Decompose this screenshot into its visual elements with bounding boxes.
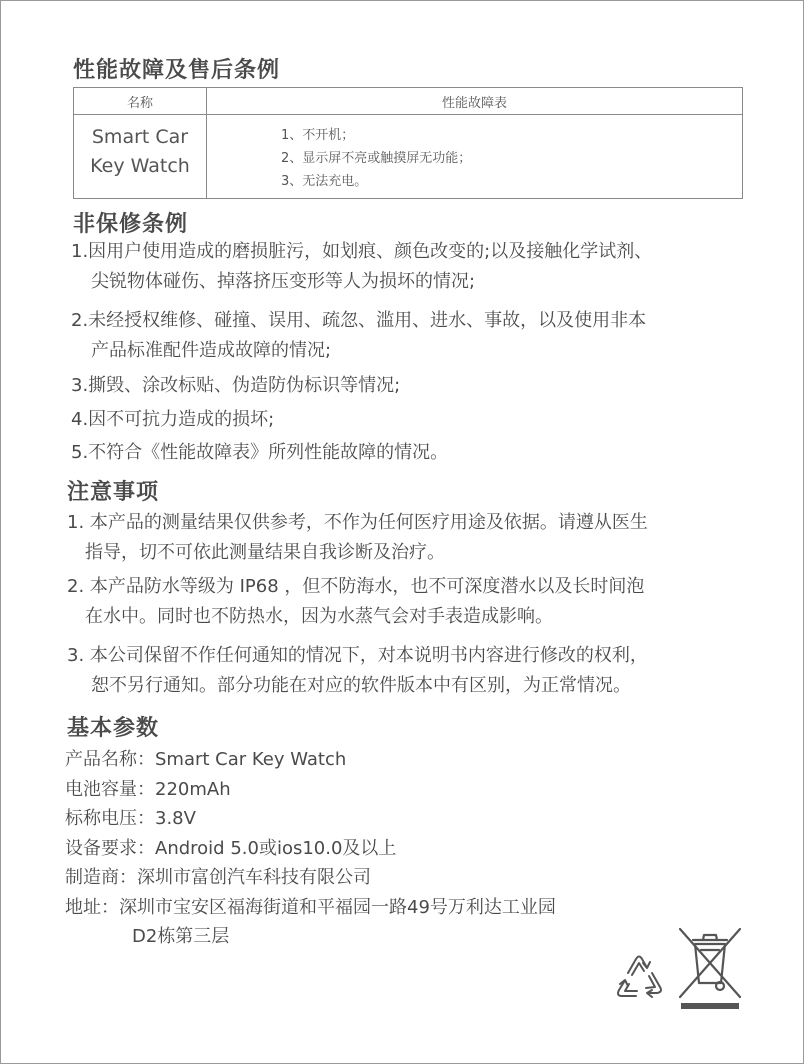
param-row: 地址：深圳市宝安区福海街道和平福园一路49号万利达工业园 bbox=[65, 896, 556, 918]
weee-crossed-bin-icon bbox=[675, 923, 745, 1011]
table-header-name: 名称 bbox=[126, 96, 153, 111]
notes-line: 2. 本产品防水等级为 IP68 ，但不防海水，也不可深度潜水以及长时间泡 bbox=[67, 576, 645, 597]
param-row: 电池容量：220mAh bbox=[65, 778, 231, 800]
performance-heading: 性能故障及售后条例 bbox=[73, 58, 281, 83]
nonwarranty-line: 5.不符合《性能故障表》所列性能故障的情况。 bbox=[71, 442, 449, 463]
param-row: 制造商：深圳市富创汽车科技有限公司 bbox=[65, 867, 371, 888]
product-name-line: Key Watch bbox=[90, 155, 190, 177]
nonwarranty-line: 4.因不可抗力造成的损坏; bbox=[71, 409, 275, 430]
notes-line: 指导，切不可依此测量结果自我诊断及治疗。 bbox=[85, 542, 445, 563]
notes-line: 恕不另行通知。部分功能在对应的软件版本中有区别，为正常情况。 bbox=[91, 675, 631, 696]
fault-item: 2、显示屏不亮或触摸屏无功能； bbox=[281, 151, 472, 166]
notes-item bbox=[67, 572, 767, 632]
notes-item bbox=[67, 641, 767, 701]
table-header-faults: 性能故障表 bbox=[441, 96, 507, 111]
params-list bbox=[65, 745, 556, 952]
nonwarranty-item bbox=[71, 306, 771, 366]
notes-line: 在水中。同时也不防热水，因为水蒸气会对手表造成影响。 bbox=[85, 606, 553, 627]
fault-item: 3、无法充电。 bbox=[281, 174, 368, 189]
notes-item bbox=[67, 508, 767, 568]
table-divider-horizontal bbox=[74, 114, 742, 115]
product-name-line: Smart Car bbox=[91, 126, 189, 148]
nonwarranty-line: 产品标准配件造成故障的情况; bbox=[91, 340, 332, 361]
notes-line: 3. 本公司保留不作任何通知的情况下，对本说明书内容进行修改的权利， bbox=[67, 645, 648, 666]
product-name-cell bbox=[74, 123, 206, 181]
nonwarranty-heading: 非保修条例 bbox=[73, 212, 189, 237]
params-heading: 基本参数 bbox=[67, 716, 160, 741]
nonwarranty-line: 1.因用户使用造成的磨损脏污，如划痕、颜色改变的;以及接触化学试剂、 bbox=[71, 241, 653, 262]
notes-line: 1. 本产品的测量结果仅供参考，不作为任何医疗用途及依据。请遵从医生 bbox=[67, 512, 648, 533]
fault-item: 1、不开机； bbox=[281, 128, 355, 143]
recycle-icon bbox=[608, 949, 670, 1007]
nonwarranty-item bbox=[71, 438, 771, 468]
param-row: 产品名称：Smart Car Key Watch bbox=[65, 749, 347, 770]
nonwarranty-item bbox=[71, 237, 771, 297]
fault-table bbox=[73, 87, 743, 199]
nonwarranty-line: 尖锐物体碰伤、掉落挤压变形等人为损坏的情况; bbox=[91, 271, 476, 292]
nonwarranty-item bbox=[71, 405, 771, 435]
param-row: 标称电压：3.8V bbox=[65, 808, 196, 829]
param-row: 设备要求：Android 5.0或ios10.0及以上 bbox=[65, 837, 397, 859]
fault-list bbox=[281, 124, 471, 193]
nonwarranty-item bbox=[71, 371, 771, 401]
nonwarranty-line: 3.撕毁、涂改标贴、伪造防伪标识等情况; bbox=[71, 375, 401, 396]
notes-heading: 注意事项 bbox=[67, 480, 160, 505]
param-row-address-cont: D2栋第三层 bbox=[132, 926, 230, 947]
nonwarranty-line: 2.未经授权维修、碰撞、误用、疏忽、滥用、进水、事故，以及使用非本 bbox=[71, 310, 647, 331]
